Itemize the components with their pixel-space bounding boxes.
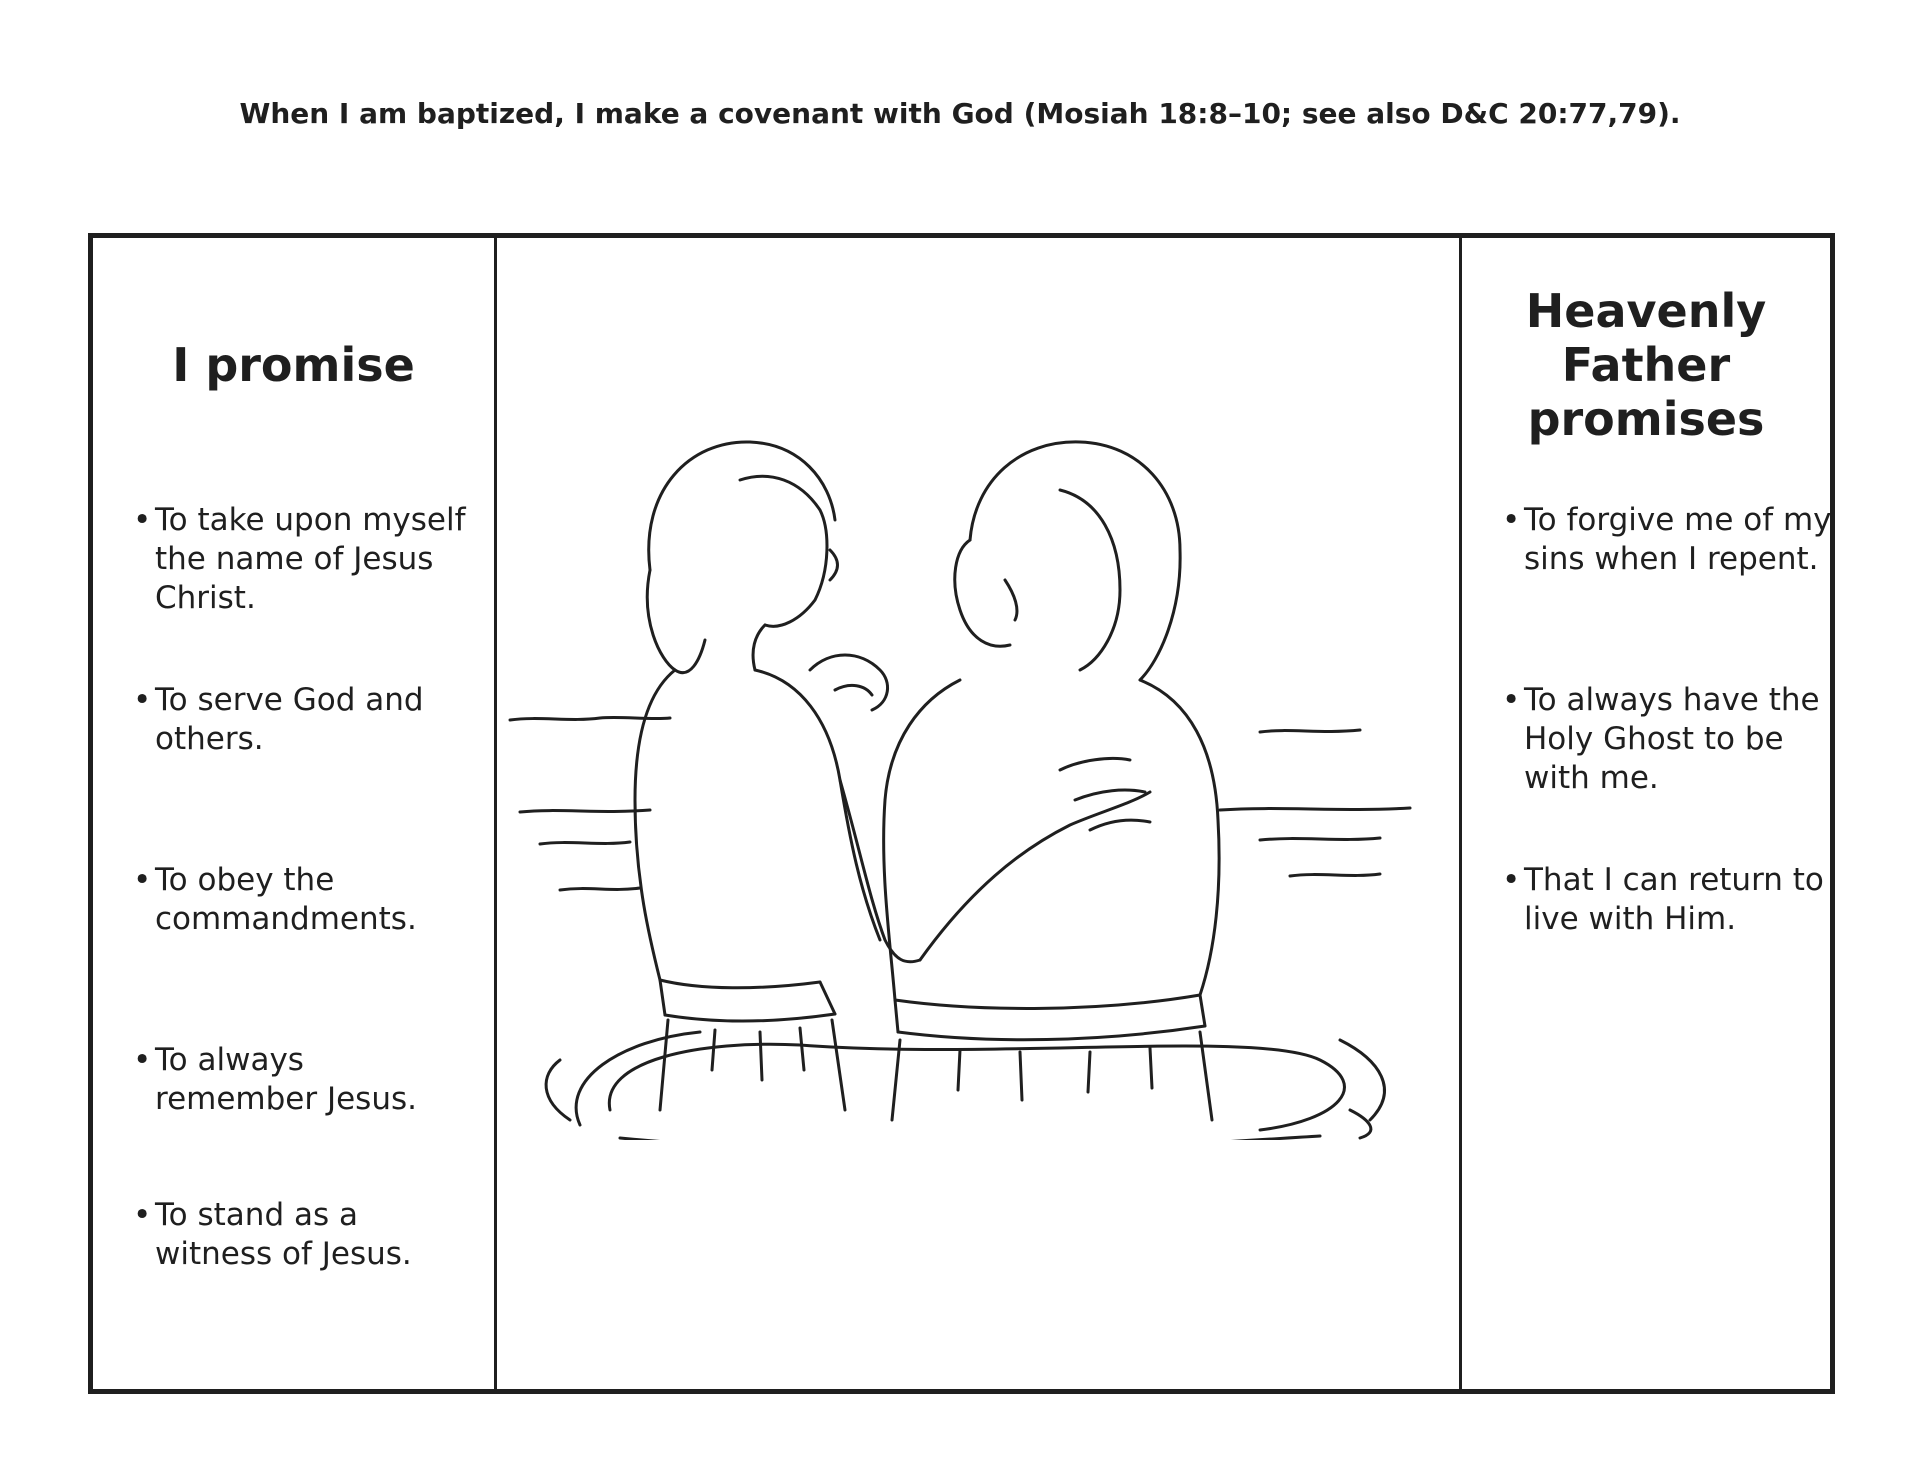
- heavenly-father-promise-item: • To always have the Holy Ghost to be with me.: [1502, 681, 1832, 798]
- baptism-illustration-icon: [500, 420, 1420, 1140]
- i-promise-item: • To obey the commandments.: [133, 861, 473, 939]
- page-heading: When I am baptized, I make a covenant with God (Mosiah 18:8–10; see also D&C 20:77,79).: [239, 97, 1681, 130]
- heavenly-father-promises-column: [1459, 238, 1830, 1389]
- heavenly-father-promises-title: Heavenly Father promises: [1525, 284, 1767, 446]
- i-promise-item: • To stand as a witness of Jesus.: [133, 1196, 473, 1274]
- i-promise-column: [93, 238, 497, 1389]
- heavenly-father-promise-item: • That I can return to live with Him.: [1502, 861, 1832, 939]
- i-promise-item: • To serve God and others.: [133, 681, 473, 759]
- i-promise-item: • To take upon myself the name of Jesus Christ.: [133, 501, 473, 618]
- heavenly-father-promise-item: • To forgive me of my sins when I repent.: [1502, 501, 1832, 579]
- i-promise-title: I promise: [172, 338, 415, 392]
- i-promise-item: • To always remember Jesus.: [133, 1041, 473, 1119]
